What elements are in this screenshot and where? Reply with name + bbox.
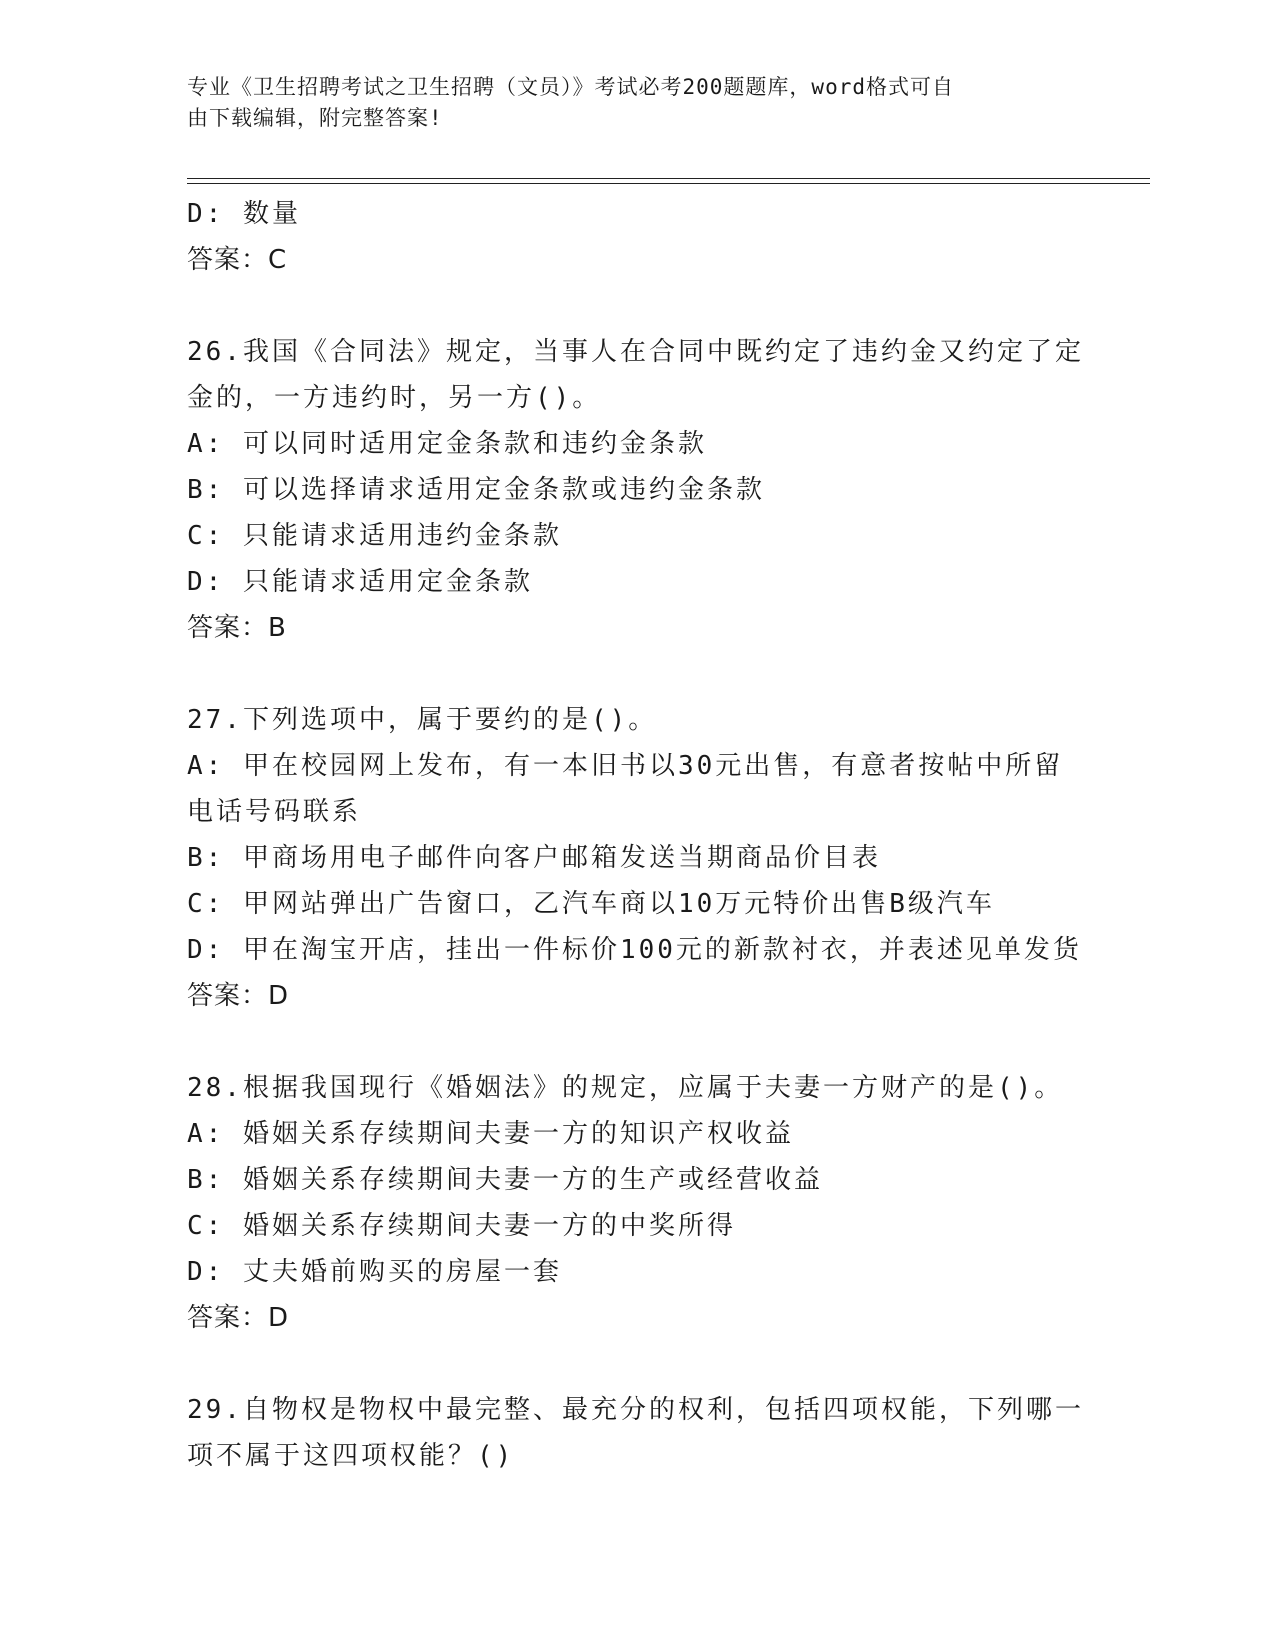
header-line-2: 由下载编辑，附完整答案! xyxy=(187,106,443,130)
option-d: D: 只能请求适用定金条款 xyxy=(187,567,533,597)
document-header xyxy=(187,72,1077,134)
header-divider-top xyxy=(187,178,1150,179)
option-c: C: 只能请求适用违约金条款 xyxy=(187,521,562,551)
document-body xyxy=(187,191,1087,1479)
question-26 xyxy=(187,329,1087,651)
header-divider-bottom xyxy=(187,183,1150,184)
answer: 答案：D xyxy=(187,1303,290,1333)
question-text-line: 26.我国《合同法》规定，当事人在合同中既约定了违约金又约定了定 xyxy=(187,337,1084,367)
question-text-line: 29.自物权是物权中最完整、最充分的权利，包括四项权能，下列哪一 xyxy=(187,1395,1084,1425)
option-a-continued: 电话号码联系 xyxy=(187,797,362,827)
option-d: D: 丈夫婚前购买的房屋一套 xyxy=(187,1257,562,1287)
option-a: A: 甲在校园网上发布，有一本旧书以30元出售，有意者按帖中所留 xyxy=(187,751,1064,781)
option-b: B: 婚姻关系存续期间夫妻一方的生产或经营收益 xyxy=(187,1165,823,1195)
option-a: A: 可以同时适用定金条款和违约金条款 xyxy=(187,429,707,459)
option-b: B: 甲商场用电子邮件向客户邮箱发送当期商品价目表 xyxy=(187,843,881,873)
option-d: D: 甲在淘宝开店，挂出一件标价100元的新款衬衣，并表述见单发货 xyxy=(187,935,1082,965)
option-a: A: 婚姻关系存续期间夫妻一方的知识产权收益 xyxy=(187,1119,794,1149)
question-text-line: 27.下列选项中，属于要约的是()。 xyxy=(187,705,658,735)
question-text-line: 28.根据我国现行《婚姻法》的规定，应属于夫妻一方财产的是()。 xyxy=(187,1073,1064,1103)
question-text-line: 项不属于这四项权能？() xyxy=(187,1441,515,1471)
question-text-line: 金的，一方违约时，另一方()。 xyxy=(187,383,602,413)
option-c: C: 婚姻关系存续期间夫妻一方的中奖所得 xyxy=(187,1211,736,1241)
question-27 xyxy=(187,697,1087,1019)
question-29 xyxy=(187,1387,1087,1479)
option-b: B: 可以选择请求适用定金条款或违约金条款 xyxy=(187,475,765,505)
header-line-1: 专业《卫生招聘考试之卫生招聘（文员）》考试必考200题题库，word格式可自 xyxy=(187,75,954,99)
question-28 xyxy=(187,1065,1087,1341)
answer: 答案：B xyxy=(187,613,287,643)
option-c: C: 甲网站弹出广告窗口，乙汽车商以10万元特价出售B级汽车 xyxy=(187,889,995,919)
answer: 答案：D xyxy=(187,981,290,1011)
prev-answer: 答案：C xyxy=(187,245,288,275)
prev-option-d: D: 数量 xyxy=(187,199,301,229)
